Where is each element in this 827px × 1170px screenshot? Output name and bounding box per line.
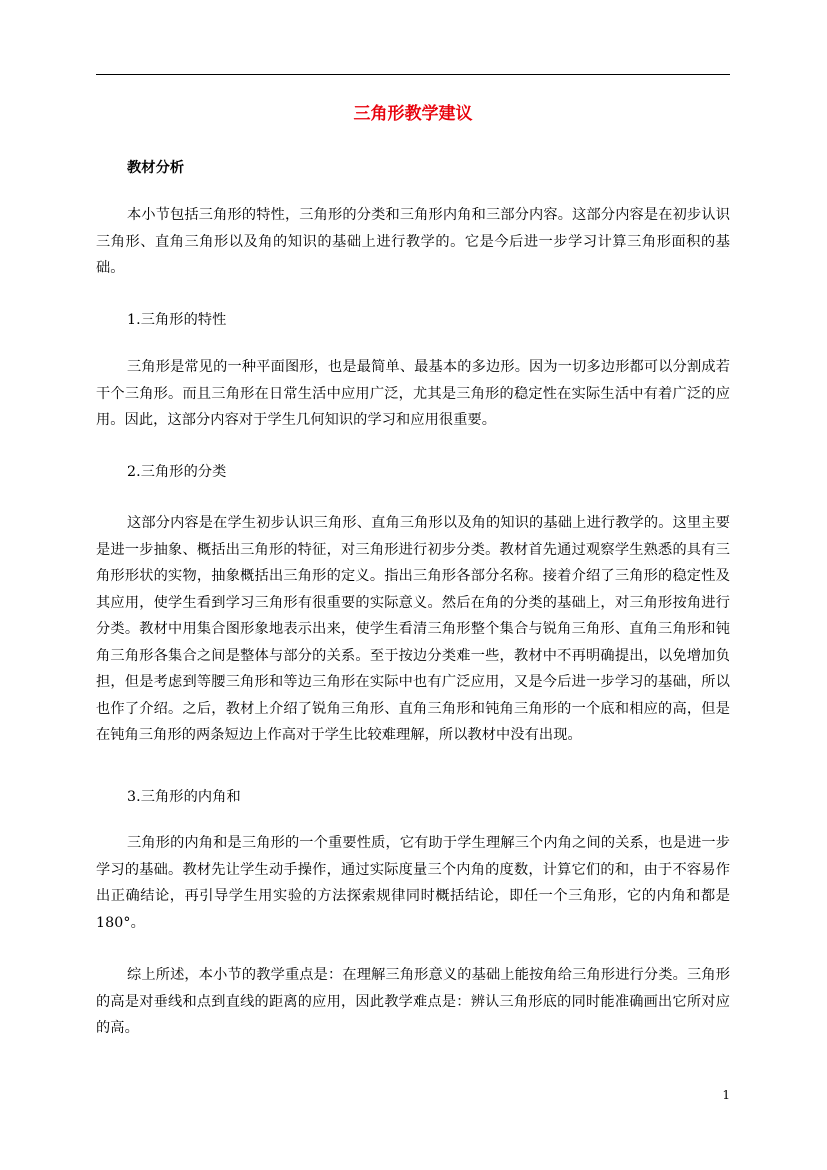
section-heading-analysis: 教材分析	[127, 160, 185, 176]
paragraph-summary: 综上所述，本小节的教学重点是：在理解三角形意义的基础上能按角给三角形进行分类。三角形的高是对垂线和点到直线的距离的应用，因此教学难点是：辨认三角形底的同时能准确画出它所对应的高。	[96, 967, 730, 1036]
subheading-classification: 2.三角形的分类	[127, 464, 227, 480]
paragraph-intro: 本小节包括三角形的特性，三角形的分类和三角形内角和三部分内容。这部分内容是在初步认识三角形、直角三角形以及角的知识的基础上进行教学的。它是今后进一步学习计算三角形面积的基础。	[96, 207, 730, 276]
header-rule	[96, 74, 730, 75]
page-number: 1	[722, 1088, 730, 1102]
paragraph-angle-sum: 三角形的内角和是三角形的一个重要性质，它有助于学生理解三个内角之间的关系，也是进一步学习的基础。教材先让学生动手操作，通过实际度量三个内角的度数，计算它们的和，由于不容易作出正确结论，再引导学生用实验的方法探索规律同时概括结论，即任一个三角形，它的内角和都是180°。	[96, 835, 730, 931]
paragraph-properties: 三角形是常见的一种平面图形，也是最简单、最基本的多边形。因为一切多边形都可以分割成若干个三角形。而且三角形在日常生活中应用广泛，尤其是三角形的稳定性在实际生活中有着广泛的应用。因此，这部分内容对于学生几何知识的学习和应用很重要。	[96, 359, 730, 428]
paragraph-classification: 这部分内容是在学生初步认识三角形、直角三角形以及角的知识的基础上进行教学的。这里主要是进一步抽象、概括出三角形的特征，对三角形进行初步分类。教材首先通过观察学生熟悉的具有三角形形状的实物，抽象概括出三角形的定义。指出三角形各部分名称。接着介绍了三角形的稳定性及其应用，使学生看到学习三角形有很重要的实际意义。然后在角的分类的基础上，对三角形按角进行分类。教材中用集合图形象地表示出来，使学生看清三角形整个集合与锐角三角形、直角三角形和钝角三角形各集合之间是整体与部分的关系。至于按边分类难一些，教材中不再明确提出，以免增加负担，但是考虑到等腰三角形和等边三角形在实际中也有广泛应用，又是今后进一步学习的基础，所以也作了介绍。之后，教材上介绍了锐角三角形、直角三角形和钝角三角形的一个底和相应的高，但是在钝角三角形的两条短边上作高对于学生比较难理解，所以教材中没有出现。	[96, 515, 730, 743]
document-title: 三角形教学建议	[353, 104, 473, 124]
subheading-properties: 1.三角形的特性	[127, 312, 227, 328]
subheading-angle-sum: 3.三角形的内角和	[127, 789, 241, 805]
